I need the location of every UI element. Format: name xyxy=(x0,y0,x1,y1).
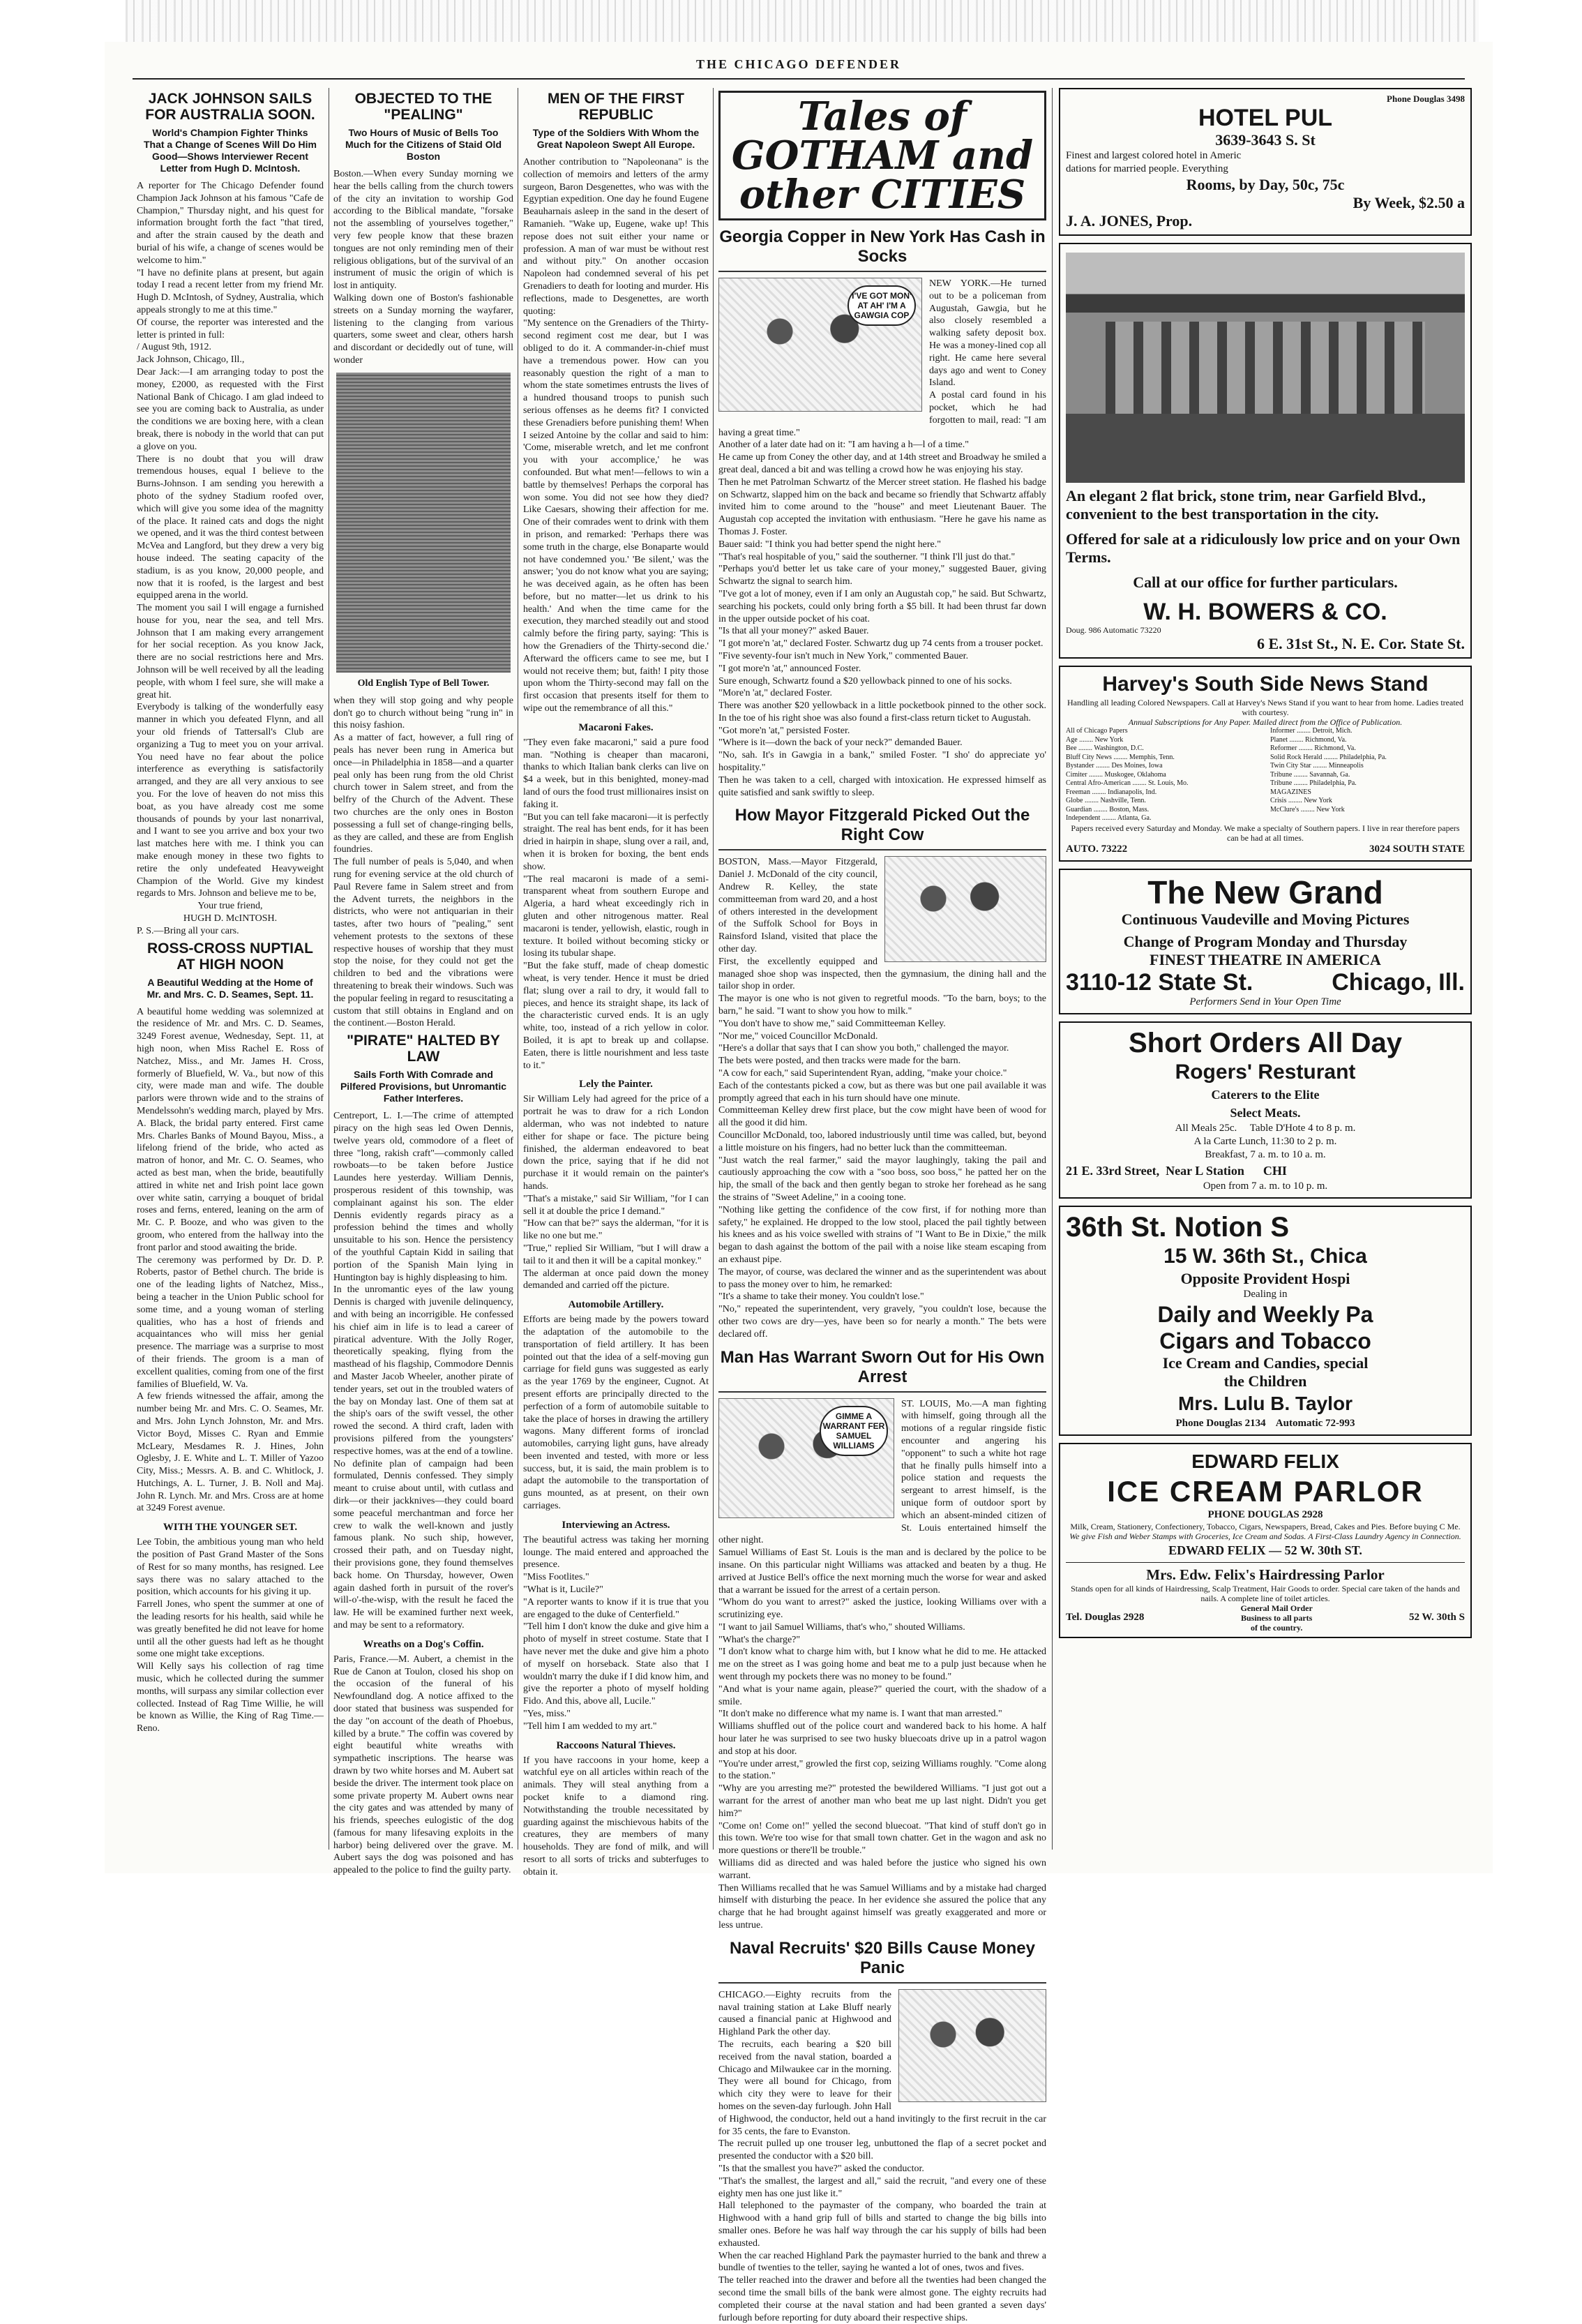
ad-hotel-pul xyxy=(1059,88,1472,236)
rogers-breakfast: Breakfast, 7 a. m. to 10 a. m. xyxy=(1205,1148,1326,1160)
ad-bowers xyxy=(1059,243,1472,659)
bowers-name: W. H. BOWERS & CO. xyxy=(1143,599,1387,625)
grand-address: 3110-12 State St. xyxy=(1066,968,1253,996)
georgia-cop-cartoon xyxy=(718,278,922,412)
torn-top-edge xyxy=(126,0,1479,42)
article-pealing: Boston.—When every Sunday morning we hear the bells calling from the church towers of the city an invitation to worship God according to the Biblical mandate, "forsake not the assembling of yourselves together," very few people know that these brazen tongues are not only reminding men of their religious obligations, but of the survival of an instrument of music the origin of which is lost in antiquity. Walking down one of Boston's fashionable streets on a Sunday morning the wayfarer, listening to the clanging from various quarters, some sweet and clear, others harsh and discordant or decidedly out of tune, will wonder xyxy=(333,169,513,366)
harvey-paper-list: All of Chicago Papers Age ........ New York Bee ........ Washington, D.C. Bluff City News ........ Memphis, Tenn. Bystander ........ Des Moines, Iowa Cimiter ........ Muskogee, Oklahoma Central Afro-American ........ St. Louis, Mo. Freeman ........ Indianapolis, Ind. Globe ........ Nashville, Tenn. Guardian ........ Boston, Mass. Independent ........ Atlanta, Ga. Informer ........ Detroit, Mich. Planet ........ Richmond, Va. Reformer ........ Richmond, Va. Solid Rock Herald ........ Philadelphia, Pa. Twin City Star ........ Minneapolis Tribune ........ Savannah, Ga. Tribune ........ Philadelphia, Pa. MAGAZINES Crisis ........ New York McClure's ........ New York xyxy=(1066,727,1387,822)
rogers-title: Short Orders All Day xyxy=(1129,1027,1402,1058)
headline-lely: Lely the Painter. xyxy=(579,1079,653,1090)
article-georgia-copper: NEW YORK.—He turned out to be a policeman from Augustah, Gawgia, but he also closely resembled a walking safety deposit box. He was a money-lined cop all right. He came here several days ago and went to Coney Island. A postal card found in his pocket, which he had forgotten to mail, read: "I am having a great time." Another of a later date had on it: "I am having a h—l of a time." He came up from Coney the other day, and at 14th street and Broadway he smiled a great deal, danced a bit and was telling a crowd how he was enjoying his stay. Then he met Patrolman Schwartz of the Mercer street station. He flashed his badge on Schwartz, slapped him on the back and became so friendly that Schwartz affably invited him to come around to the "house" and meet Lieutenant Bauer. The Augustah cop accepted the invitation with enthusiasm. "Here he gave his name as Thomas J. Foster. Bauer said: "I think you had better spend the night here." "That's real hospitable of you," said the southerner. "I think I'll just do that." "Perhaps you'd better let us take care of your money," suggested Bauer, giving Schwartz the signal to search him. "I've got a lot of money, even if I am only an Augustah cop," he said. But Schwartz, searching his pockets, could only bring forth a $5 bill. It had been thrust far down in the upper outside pocket of his coat. "Is that all your money?" asked Bauer. "I got more'n 'at," declared Foster. Schwartz dug up 74 cents from a trouser pocket. "Five seventy-four isn't much in New York," commented Bauer. "I got more'n 'at," announced Foster. Sure enough, Schwartz found a $20 yellowback pinned to one of his socks. "More'n 'at," declared Foster. There was another $20 yellowback in a little pocketbook pinned to the other sock. In the toe of his right shoe was also found a first-class return ticket to Augustah. "Got more'n 'at," persisted Foster. "Where is it—down the back of your neck?" demanded Bauer. "No, sah. It's in Gawgia in a bank," smiled Foster. "I sho' do appreciate yo' hospitality." Then he was taken to a cell, charged with intoxication. He expressed himself as quite satisfied and sank swiftly to sleep. xyxy=(718,278,1046,798)
article-macaroni: "They even fake macaroni," said a pure food man. "Nothing is cheaper than macaroni, thanks to which Italian bank clerks can live on $4 a week, but in this benighted, money-mad land of ours the food trust millionaires insist on faking it. "But you can tell fake macaroni—it is perfectly straight. The real has bent ends, for it has been dried in hairpin in shape, slung over a rail, and, when it is broken for boxing, the bent ends show. "The real macaroni is made of a semi-transparent wheat from southern Europe and Algeria, a hard wheat exceedingly rich in gluten and other nitrogenous matter. Real macaroni is tender, yellowish, elastic, rough in texture. It boiled without becoming sticky or losing its tubular shape. "But the fake stuff, made of cheap domestic wheat, is very tender. Hence it must be dried flat; slung over a rail to dry, it would fall to pieces, and hence its straight shape, its lack of the characteristic curved ends. It is an ugly white, too, instead of a rich yellow in color. Boiled, it is apt to break up and collapse. Eaten, there is little nourishment and less taste to it." xyxy=(523,737,709,1071)
harvey-sub: Handling all leading Colored Newspapers. Call at Harvey's News Stand if you want to hear from home. Ladies treated with courtesy. xyxy=(1067,698,1463,717)
notion-children: the Children xyxy=(1223,1372,1307,1390)
headline-pirate: "PIRATE" HALTED BY LAW xyxy=(347,1033,500,1065)
ad-new-grand xyxy=(1059,869,1472,1014)
felix-hair-text: Stands open for all kinds of Hairdressing, Scalp Treatment, Hair Goods to order. Special care taken of the hands and nails. A complete line of toilet articles. xyxy=(1071,1583,1460,1603)
bell-tower-photo xyxy=(336,373,511,673)
article-actress: The beautiful actress was taking her morning lounge. The maid entered and approached the presence. "Miss Footlites." "What is it, Lucile?" "A reporter wants to know if it is true that you are engaged to the duke of Centerfield." "Tell him I don't know the duke and give him a photo of myself in street costume. State that I have never met the duke and give him a photo of myself on horseback. State also that I wouldn't marry the duke if I did know him, and give the reporter a photo of myself holding Fido. And this, above all, Lucile." "Yes, miss." "Tell him I am wedded to my art." xyxy=(523,1534,709,1732)
cow-cartoon xyxy=(884,856,1046,962)
felix-mail-order: General Mail Order Business to all parts of the country. xyxy=(1240,1603,1313,1633)
notion-address: 15 W. 36th St., Chica xyxy=(1163,1244,1367,1268)
ad-harvey-news-stand xyxy=(1059,666,1472,862)
felix-items: Milk, Cream, Stationery, Confectionery, Tobacco, Cigars, Newspapers, Bread, Cakes and Pies. Before buying C Me. xyxy=(1070,1521,1461,1531)
grand-sub: Continuous Vaudeville and Moving Pictures xyxy=(1121,910,1410,928)
cartoon-speech-bubble: I'VE GOT MON' AT AH' I'M A GAWGIA COP xyxy=(848,285,916,326)
hotel-phone: Phone Douglas 3498 xyxy=(1387,93,1465,104)
hotel-line1: Finest and largest colored hotel in Americ xyxy=(1066,150,1242,161)
ad-felix-ice-cream xyxy=(1059,1443,1472,1638)
harvey-bottom-line xyxy=(1066,843,1465,856)
article-fitzgerald-cow: BOSTON, Mass.—Mayor Fitzgerald, Daniel J. McDonald of the city council, Andrew R. Kelley, the state committeeman from ward 20, and a host of others interested in the development of the Suffolk School for Boys in Rainsford Island, visited that place the other day. First, the excellently equipped and managed shoe shop was inspected, then the gymnasium, the dining hall and the tailor shop in order. The mayor is one who is not given to regretful moods. "To the barn, boys; to the barn," he said. "I want to show you how to milk." "You don't have to show me," said Committeeman Kelley. "Nor me," voiced Councillor McDonald. "Here's a dollar that says that I can show you both," challenged the mayor. The bets were posted, and then tracks were made for the barn. "A cow for each," said Superintendent Ryan, adding, "make your choice." Each of the contestants picked a cow, but as there was but one pail available it was promptly agreed that each in his turn should have one minute. Committeeman Kelley drew first place, but the cow might have been of wood for all the good it did him. Councillor McDonald, too, labored industriously until time was called, but, beyond a little moisture on his fingers, had no better luck than the committeeman. "Just watch the real farmer," said the mayor laughingly, taking the pail and cautiously approaching the cow with a "soo boss, soo boss," he patted her on the hip, the small of the back and then gently began to stroke her forehead as he sang the strains of "Sweet Adeline," in a cooing tone. "Nothing like getting the confidence of the cow first, if for nothing more than safety," he explained. He dropped to the low stool, placed the pail tightly between his knees and as his voice swelled with strains of "I Want to Be in Dixie," the milk began to dash against the bottom of the pail with a noise like steam escaping from an exhaust pipe. The mayor, of course, was declared the winner and as the superintendent was about to pass the money over to him, he remarked: "It's a shame to take their money. You couldn't lose." "No," repeated the superintendent, very gravely, "you couldn't lose, because the other two cows are dry—yes, have been so for nearly a month." The bets were declared off. xyxy=(718,857,1046,1340)
masthead-rule xyxy=(133,78,1465,80)
warrant-cartoon xyxy=(718,1398,894,1518)
article-wreaths: Paris, France.—M. Aubert, a chemist in the Rue de Canon at Toulon, closed his shop on the occasion of the funeral of his Newfoundland dog. A notice affixed to the door stated that business was suspended for the day "on account of the death of Phoebus, killed by a brute." The coffin was covered by eight beautiful white wreaths with sympathetic inscriptions. The hearse was drawn by two white horses and M. Aubert sat beside the driver. The interment took place on some private property M. Aubert owns near the city gates and was attended by many of his friends, speeches eulogistic of the dog (famous for many lifesaving exploits in the harbor) being delivered over the grave. M. Aubert says the dog was poisoned and has appealed to the police to find the guilty party. xyxy=(333,1654,513,1876)
ad-rogers-resturant xyxy=(1059,1021,1472,1199)
column-3 xyxy=(523,88,709,1877)
rogers-meats: Select Meats. xyxy=(1230,1105,1301,1120)
article-younger-set: Lee Tobin, the ambitious young man who held the position of Past Grand Master of the Sons of Rest for so many months, has resigned. Lee says there was no salary attached to the position, which accounts for his giving it up. Farrell Jones, who spent the summer at one of the leading resorts for his health, said while he was greatly benefited he did not leave for home until all the other guests had left as he thought some one might take exceptions. Will Kelly says his collection of rag time music, which he collected during the summer months, will surpass any similar collection ever collected. Instead of Rag Time Willie, he will be known as Willie, the King of Rag Time.—Reno. xyxy=(137,1537,324,1734)
grand-address-line xyxy=(1066,969,1465,996)
rogers-name: Rogers' Resturant xyxy=(1175,1060,1356,1084)
felix-tel: Tel. Douglas 2928 xyxy=(1066,1612,1145,1623)
deck-johnson: World's Champion Fighter Thinks That a Change of Scenes Will Do Him Good—Shows Interviewer Recent Letter from Hugh D. McIntosh. xyxy=(143,127,317,174)
hotel-line2: dations for married people. Everything xyxy=(1066,163,1228,174)
headline-raccoons: Raccoons Natural Thieves. xyxy=(556,1739,676,1751)
deck-pealing: Two Hours of Music of Bells Too Much for the Citizens of Staid Old Boston xyxy=(345,127,502,162)
article-first-republic: Another contribution to "Napoleonana" is the collection of memoirs and letters of the army surgeon, Baron Desgenettes, who was with the Egyptian expedition. One day he found Eugene Beauharnais asleep in the sand in the desert of Ramanieh. "Wake up, Eugene, wake up! This repose does not suit either your name or profession. A man of war must be without rest and without pity." On another occasion Napoleon had condemned several of his pet Grenadiers to death for looting and murder. His reflections, made to Desgenettes, are worth quoting: "My sentence on the Grenadiers of the Thirty-second regiment cost me dear, but I was obliged to do it. A commander-in-chief must have a tremendous power. How can you reasonably question the right of a man to whom the state sometimes entrusts the lives of a hundred thousand troops to punish such serious offenses as he deems fit? I convicted these Grenadiers before punishing them! When I seized Antoine by the collar and said to him: 'Come, miserable wretch, and let me confront you with your accomplice,' he was confounded. But what men!—fellows to win a battle by themselves! Perhaps the corporal has won some. You did not see how they died? Like Caesars, showing their affection for me. One of their comrades went to drink with them in prison, and remarked: 'Perhaps there was some truth in the charge, else Bonaparte would not have condemned you.' 'Be silent,' was the answer; 'you do not know what you are saying; he was deceived again, as he often has been before, but no matter—let us drink to his health.' And when the time came for the execution, they marched steadily out and stood calmly before the firing party, saying: 'This is how the Grenadiers of the Thirty-second die.' Afterward the officers came to see me, but I would not receive them; but, faith! I pity those upon whom the Thirty-second may fall on the first occasion that presents itself for them to wipe out the remembrance of all this." xyxy=(523,157,709,714)
notion-owner: Mrs. Lulu B. Taylor xyxy=(1178,1392,1353,1414)
article-pirate: Centreport, L. I.—The crime of attempted piracy on the high seas led Owen Dennis, twelve years old, commodore of a fleet of three "long, rakish craft"—commonly called rowboats—to be taken before Justice Laundes here yesterday. William Dennis, prosperous resident of this township, was complainant against his son. The elder Dennis evidently regards piracy as a profession behind the times and wholly unsuitable to his son. Hence the persistency of the youthful Captain Kidd in sailing that portion of the Spanish Main lying in Huntington bay is highly displeasing to him. In the unromantic eyes of the law young Dennis is charged with juvenile delinquency, and with being an incorrigible. He confessed his chief aim in life is to lead a career of piratical adventure. With the Jolly Roger, theoretically speaking, flying from the masthead of his flagship, Commodore Dennis and Master Jacob Wheeler, another pirate of tender years, set out in the troubled waters of the bay on Monday last. One of them sat at the ship's oars of the swift vessel, the other rowed the second. A third craft, laden with provisions pilfered from the youngsters' respective homes, was at the end of a towline. No definite plan of campaign had been formulated, Dennis confessed. They simply meant to cruise about until, with cutlass and dirk—or their jackknives—they could board some peaceful merchantman and force her crew to walk the well-known and justly famous plank. No such ship, however, crossed their path, and on Tuesday night, their provisions gone, they found themselves back home. On Thursday, however, Owen again dashed forth in pursuit of the rover's will-o'-the-wisp, with the result he faced the law. He will be examined further next week, and may be sent to a reformatory. xyxy=(333,1111,513,1630)
felix-bottom-line xyxy=(1066,1603,1465,1633)
tales-of-gotham-banner: Tales of GOTHAM and other CITIES xyxy=(718,91,1046,220)
headline-actress: Interviewing an Actress. xyxy=(562,1519,670,1531)
article-johnson: A reporter for The Chicago Defender found Champion Jack Johnson at his famous "Cafe de Champion," Thursday night, and his quest for information brought forth the fact "that tired, and after the strain caused by the death and burial of his wife, a change of scenes would be welcome to him." "I have no definite plans at present, but again today I read a recent letter from my friend Mr. Hugh D. McIntosh, of Sydney, Australia, which appeals strongly to me at this time." Of course, the reporter was interested and the letter is printed in full: / August 9th, 1912. Jack Johnson, Chicago, Ill., Dear Jack:—I am arranging today to post the money, £2000, as requested with the First National Bank of Chicago. I am glad indeed to see you are coming back to Australia, as under the conditions we are boxing here, with a clean break, there is nobody in the world that can put a glove on you. There is no doubt that you will draw tremendous houses, equal I believe to the Burns-Johnson. I am sending you herewith a photo of the sydney Stadium roofed over, which will give you some idea of the magnitty of the place. It rained cats and dogs the night we opened, and it was the third contest between McVea and Langford, but they drew a very big house indeed. The seating capacity of the stadium, is as you know, 20,000 people, and now that it is roofed, is the largest and best equipped arena in the world. The moment you sail I will engage a furnished house for you, near the sea, and tell Mrs. Johnson that I am making every arrangement for her social reception. As you know Jack, there are no social restrictions here and Mrs. Johnson will be well received by all the leading people, with whom I feel sure, she will make a great hit. Everybody is talking of the wonderfully easy manner in which you defeated Flynn, and all your old friends of Tattersall's Club are organizing a Tug to meet you on your arrival. You need have no fear about the police interference as everything is satisfactorily arranged, and they are all very anxious to see you. For the love of heaven do not miss this boat, as you have already cost me some thousands of pounds by your last nonarrival, and I want to see you arrive and box your two last matches here with me. I think you can make enough money in these two fights to retire the only undefeated Heavyweight Champion of the World. Give my kindest regards to Mrs. Johnson and believe me to be, xyxy=(137,181,324,899)
grand-change: Change of Program Monday and Thursday xyxy=(1123,932,1408,950)
rogers-address: 21 E. 33rd Street, Near L Station CHI xyxy=(1066,1163,1287,1178)
notion-opposite: Opposite Provident Hospi xyxy=(1180,1269,1350,1287)
newspaper-page xyxy=(105,42,1493,2323)
harvey-sub2: Annual Subscriptions for Any Paper. Mailed direct from the Office of Publication. xyxy=(1128,717,1403,727)
article-own-arrest: ST. LOUIS, Mo.—A man fighting with himself, going through all the motions of a regular ringside fistic encounter and angering his "opponent" to such a white hot rage that he finally pulls himself into a police station and requests the sergeant to arrest himself, is the unique form of outdoor sport by which an absent-minded citizen of St. Louis entertained himself the other night. Samuel Williams of East St. Louis is the man and is declared by the police to be insane. On this particular night Williams was attacked and beaten by a thug. He arrived at Justice Bell's office the next morning much the worse for wear and asked that a warrant be issued for the arrest of a certain person. "Whom do you want to arrest?" asked the justice, looking Williams over with a scrutinizing eye. "I want to jail Samuel Williams, that's who," shouted Williams. "What's the charge?" "I don't know what to charge him with, but I know what he did to me. He attacked me on the street as I was going home and beat me to a pulp just because when he went through my pockets there was no money to be found." "And what is your name again, please?" queried the court, with the shadow of a smile. "It don't make no difference what my name is. I want that man arrested." Williams shuffled out of the police court and wandered back to his home. A half hour later he was surprised to see two husky bluecoats drive up in a patrol wagon and stop at his door. "You're under arrest," growled the first cop, seizing Williams roughly. "Come along to the station." "Why are you arresting me?" protested the bewildered Williams. "I just got out a warrant for the arrest of another man who beat me up last night. Didn't you get him?" "Come on! Come on!" yelled the second bluecoat. "That kind of stuff don't go in this town. We're too wise for that small town chatter. Get in the wagon and ask no more questions or there'll be trouble." Williams did as directed and was haled before the justice who signed his own warrant. Then Williams recalled that he was Samuel Williams and by a mistake had charged himself with disturbing the peace. In her evidence she assured the police that any charge that he had brought against himself was greatly exaggerated and more or less untrue. xyxy=(718,1398,1046,1931)
rogers-caterers: Caterers to the Elite xyxy=(1211,1087,1320,1102)
headline-first-republic: MEN OF THE FIRST REPUBLIC xyxy=(548,91,684,123)
headline-johnson: JACK JOHNSON SAILS FOR AUSTRALIA SOON. xyxy=(145,91,315,123)
bowers-address: 6 E. 31st St., N. E. Cor. State St. xyxy=(1256,635,1465,652)
felix-hair-parlor: Mrs. Edw. Felix's Hairdressing Parlor xyxy=(1066,1562,1465,1584)
harvey-footer: Papers received every Saturday and Monday. We make a specialty of Southern papers. I live in rear therefore papers can be had at all times. xyxy=(1071,823,1460,843)
deck-first-republic: Type of the Soldiers With Whom the Great Napoleon Swept All Europe. xyxy=(532,127,700,150)
felix-groceries: We give Fish and Weber Stamps with Groceries, Ice Cream and Sodas. A First-Class Laundry Agency in Connection. xyxy=(1069,1531,1461,1541)
masthead: THE CHICAGO DEFENDER xyxy=(695,57,902,71)
bowers-description: An elegant 2 flat brick, stone trim, near Garfield Blvd., convenient to the best transportation in the city. xyxy=(1066,487,1426,523)
bowers-phone: Doug. 986 Automatic 73220 xyxy=(1066,625,1161,635)
headline-nuptial: ROSS-CROSS NUPTIAL AT HIGH NOON xyxy=(146,940,313,973)
notion-title: 36th St. Notion S xyxy=(1066,1211,1289,1243)
column-4 xyxy=(718,88,1046,2323)
notion-papers: Daily and Weekly Pa xyxy=(1157,1301,1373,1327)
headline-macaroni: Macaroni Fakes. xyxy=(578,721,654,733)
signature-johnson: Your true friend, HUGH D. McINTOSH. xyxy=(183,901,278,924)
article-raccoons: If you have raccoons in your home, keep a watchful eye on all articles within reach of the animals. They will steal anything from a pocket knife to a diamond ring. Notwithstanding the trouble necessitated by guarding against the mischievous habits of the creatures, they are members of many households. They are fond of milk, and will resort to all sorts of tricks and subterfuges to obtain it. xyxy=(523,1755,709,1877)
felix-title: ICE CREAM PARLOR xyxy=(1107,1474,1424,1508)
felix-sign: EDWARD FELIX — 52 W. 30th ST. xyxy=(1168,1543,1362,1557)
harvey-name: Harvey's South Side News Stand xyxy=(1102,673,1429,696)
article-nuptial: A beautiful home wedding was solemnized at the residence of Mr. and Mrs. C. D. Seames, 3249 Forest avenue, Wednesday, Sept. 11, at high noon, when Miss Rachel E. Ross of Natchez, Miss., and Mr. James H. Cross, formerly of Bluefield, W. Va., but now of this city, were made man and wife. The double parlors were thrown wide and to the strains of Mendelssohn's wedding march, played by Mrs. A. Black, the bridal party entered. First came Mrs. Charles Banks of Mound Bayou, Miss., a lifelong friend of the bride, who acted as matron of honor, and Mr. C. O. Seames, who acted as best man, when the bride, beautifully attired in white net and Irish point lace gown over white satin, carrying a bouquet of bridal roses and ferns, entered, leaning on the arm of Mr. C. P. Booze, and who was given to the groom, who entered from the hallway into the front parlor and stood awaiting the bride. The ceremony was performed by Dr. D. P. Roberts, pastor of Bethel church. The bride is one of the leading lights of Natchez, Miss., being a teacher in the Union Public school for some time, and a young woman of sterling qualities, who has a host of friends and acquaintances who will miss her genial presence. The marriage was a surprise to most of their friends. The groom is a man of excellent qualities, coming from one of the first families of Bluefield, W. Va. A few friends witnessed the affair, among the number being Mr. and Mrs. C. O. Seames, Mr. and Mrs. John Lynch Johnston, Mr. and Mrs. Victor Boyd, Misses C. Ryan and Emmie McLeary, Mesdames R. J. Hines, John Oglesby, J. E. White and L. T. Miller of Yazoo City, Miss.; Messrs. A. B. and C. Whitlock, J. Hutchings, A. L. Turner, J. B. Noll and Maj. John R. Lynch. Mr. and Mrs. Cross are at home at 3249 Forest avenue. xyxy=(137,1006,324,1514)
felix-address: 52 W. 30th S xyxy=(1408,1612,1465,1623)
grand-open-time: Performers Send in Your Open Time xyxy=(1189,996,1341,1007)
article-lely: Sir William Lely had agreed for the price of a portrait he was to draw for a rich London alderman, who was not indebted to nature either for shape or face. The picture being finished, the alderman endeavored to beat down the price, saying that if he did not purchase it it would remain on the painter's hands. "That's a mistake," said Sir William, "for I can sell it at double the price I demand." "How can that be?" says the alderman, "for it is like no one but me." "True," replied Sir William, "but I will draw a tail to it and then it will be a capital monkey." The alderman at once paid down the money demanded and carried off the picture. xyxy=(523,1094,709,1291)
rogers-meals: All Meals 25c. Table D'Hote 4 to 8 p. m. xyxy=(1175,1122,1356,1134)
notion-dealing: Dealing in xyxy=(1243,1288,1288,1300)
bowers-offer: Offered for sale at a ridiculously low price and on your Own Terms. xyxy=(1066,530,1461,566)
bowers-call: Call at our office for further particulars. xyxy=(1133,573,1398,591)
grand-name: The New Grand xyxy=(1147,874,1383,910)
headline-younger-set: WITH THE YOUNGER SET. xyxy=(163,1522,298,1534)
harvey-address: 3024 SOUTH STATE xyxy=(1369,843,1465,855)
caption-bell-tower: Old English Type of Bell Tower. xyxy=(357,677,490,689)
column-rule xyxy=(1052,88,1053,1850)
grand-finest: FINEST THEATRE IN AMERICA xyxy=(1150,950,1381,968)
felix-phone: PHONE DOUGLAS 2928 xyxy=(1207,1508,1323,1520)
headline-own-arrest: Man Has Warrant Sworn Out for His Own Arrest xyxy=(718,1348,1046,1393)
notion-cigars: Cigars and Tobacco xyxy=(1159,1328,1371,1354)
deck-nuptial: A Beautiful Wedding at the Home of Mr. and Mrs. C. D. Seames, Sept. 11. xyxy=(146,976,314,1000)
hotel-week-rate: By Week, $2.50 a xyxy=(1353,194,1465,211)
article-artillery: Efforts are being made by the powers toward the adaptation of the automobile to the transportation of field artillery. It has been pointed out that the idea of a self-moving gun carriage for field guns was suggested as early as the year 1769 by the engineer, Cugnot. At present efforts are principally directed to the perfection of a form of automobile suitable to take the place of horses in drawing the artillery wagons. Many different forms of ironclad automobiles, carrying light guns, have already been invented and tested, with more or less success, but, it is said, the main problem is to adapt the automobile to the transportation of guns mounted, as at present, on their own carriages. xyxy=(523,1314,709,1512)
house-photo xyxy=(1066,253,1465,483)
notion-phone: Phone Douglas 2134 Automatic 72-993 xyxy=(1175,1417,1355,1429)
headline-wreaths: Wreaths on a Dog's Coffin. xyxy=(363,1638,484,1650)
column-rule xyxy=(713,88,714,1850)
ad-notion-store xyxy=(1059,1206,1472,1436)
article-naval-recruits: CHICAGO.—Eighty recruits from the naval training station at Lake Bluff nearly caused a financial panic at Highwood and Highland Park the other day. The recruits, each bearing a $20 bill received from the naval station, boarded a Chicago and Milwaukee car in the morning. They were all bound for Chicago, from which city they were to leave for their homes on the seven-day furlough. John Hall of Highwood, the conductor, held out a hand invitingly to the first recruit in the car for 35 cents, the fare to Evanston. The recruit pulled up one trouser leg, unbuttoned the flap of a secret pocket and presented the conductor with a $20 bill. "Is that the smallest you have?" asked the conductor. "That's the smallest, the largest and all," said the recruit, "and every one of these eighty men has one just like it." Hall telephoned to the paymaster of the company, who boarded the train at Highwood with a hand grip full of bills and started to change the big bills into smaller ones. Before he was half way through the car his supply of bills had been exhausted. When the car reached Highland Park the paymaster hurried to the bank and threw a bundle of twenties to the teller, saying he wanted a lot of ones, twos and fives. The teller reached into the drawer and before all the twenties had been changed the second time the small bills of the bank were almost gone. The eighty recruits had completed their course at the naval station and had been granted a seven days' furlough before reporting for duty aboard their respective ships. xyxy=(718,1989,1046,2323)
article-pealing-cont: when they will stop going and why people don't go to church without being "rung in" in this noisy fashion. As a matter of fact, however, a full ring of peals has never been rung in America but once—in Philadelphia in 1858—and a quarter peal only has been rung from the old Christ church tower in Salem street, and from the belfry of the Church of the Advent. These two churches are the only ones in Boston possessing a full set of change-ringing bells, as they are called, and these are from English foundries. The full number of peals is 5,040, and when rung for evening service at the old church of Paul Revere fame in Salem street and from the Advent turrets, the neighbors in the districts, who were not antiquarian in their tastes, after two hours of "pealing," sent vehement protests to the sextons of these respective houses of worship that they must stop the noise, for they could not get the children to bed and the vibrations were threatening to break their windows. Such was the popular feeling in regard to resuscitating a custom that still obtains in England and on the continent.—Boston Herald. xyxy=(333,695,513,1029)
hotel-address: 3639-3643 S. St xyxy=(1215,131,1316,149)
column-1 xyxy=(137,88,324,1850)
rogers-carte: A la Carte Lunch, 11:30 to 2 p. m. xyxy=(1193,1135,1337,1147)
column-5-ads xyxy=(1059,88,1472,1850)
warrant-speech-bubble: GIMME A WARRANT FER SAMUEL WILLIAMS xyxy=(820,1406,888,1456)
hotel-prop: J. A. JONES, Prop. xyxy=(1066,212,1193,230)
deck-pirate: Sails Forth With Comrade and Pilfered Provisions, but Unromantic Father Interferes. xyxy=(340,1069,507,1104)
column-2 xyxy=(333,88,513,1876)
headline-pealing: OBJECTED TO THE "PEALING" xyxy=(354,91,492,123)
headline-georgia-copper: Georgia Copper in New York Has Cash in Socks xyxy=(718,227,1046,272)
recruits-cartoon xyxy=(898,1989,1046,2102)
grand-city: Chicago, Ill. xyxy=(1332,968,1465,996)
harvey-auto: AUTO. 73222 xyxy=(1066,843,1128,855)
headline-naval-recruits: Naval Recruits' $20 Bills Cause Money Panic xyxy=(718,1939,1046,1984)
postscript-johnson: P. S.—Bring all your cars. xyxy=(137,925,239,936)
headline-artillery: Automobile Artillery. xyxy=(568,1299,664,1311)
headline-fitzgerald-cow: How Mayor Fitzgerald Picked Out the Right Cow xyxy=(718,806,1046,850)
rogers-hours: Open from 7 a. m. to 10 p. m. xyxy=(1203,1180,1328,1192)
notion-ice-cream: Ice Cream and Candies, special xyxy=(1162,1354,1369,1372)
hotel-rates: Rooms, by Day, 50c, 75c xyxy=(1186,176,1345,193)
hotel-name: HOTEL PUL xyxy=(1198,105,1333,131)
felix-name: EDWARD FELIX xyxy=(1191,1450,1339,1472)
